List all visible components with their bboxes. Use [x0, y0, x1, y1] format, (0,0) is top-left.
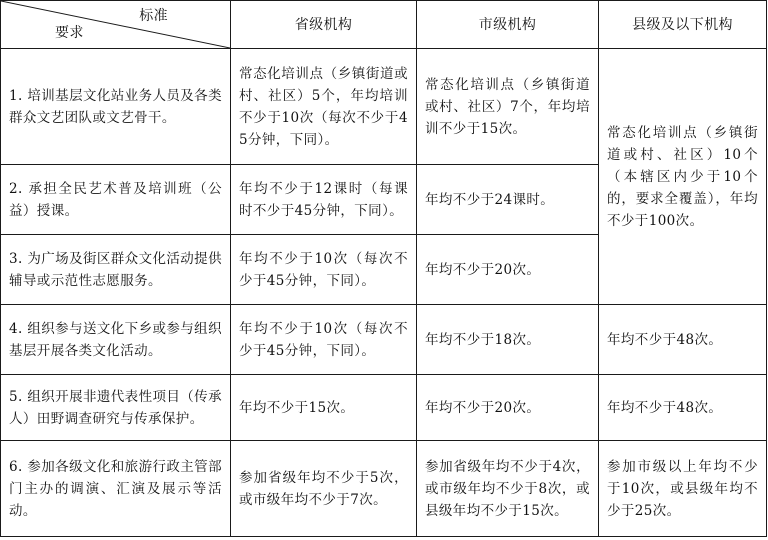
county-cell: 参加市级以上年均不少于10次，或县级年均不少于25次。 [599, 441, 767, 537]
province-column-header: 省级机构 [231, 1, 417, 49]
county-column-header: 县级及以下机构 [599, 1, 767, 49]
province-cell: 常态化培训点（乡镇街道或村、社区）5个，年均培训不少于10次（每次不少于45分钟，下同）。 [231, 49, 417, 165]
requirement-cell: 6. 参加各级文化和旅游行政主管部门主办的调演、汇演及展示等活动。 [1, 441, 231, 537]
county-cell: 年均不少于48次。 [599, 305, 767, 375]
province-cell: 年均不少于15次。 [231, 375, 417, 441]
province-cell: 年均不少于12课时（每课时不少于45分钟，下同）。 [231, 165, 417, 235]
county-merged-cell: 常态化培训点（乡镇街道或村、社区）10个（本辖区内少于10个的，要求全覆盖），年均不少于100次。 [599, 49, 767, 305]
city-cell: 年均不少于18次。 [417, 305, 599, 375]
table-row [1, 49, 767, 165]
diagonal-header-cell [1, 1, 231, 49]
city-column-header: 市级机构 [417, 1, 599, 49]
table-row [1, 441, 767, 537]
requirement-cell: 4. 组织参与送文化下乡或参与组织基层开展各类文化活动。 [1, 305, 231, 375]
table-row [1, 305, 767, 375]
requirement-cell: 2. 承担全民艺术普及培训班（公益）授课。 [1, 165, 231, 235]
requirement-cell: 3. 为广场及街区群众文化活动提供辅导或示范性志愿服务。 [1, 235, 231, 305]
province-cell: 参加省级年均不少于5次，或市级年均不少于7次。 [231, 441, 417, 537]
city-cell: 年均不少于20次。 [417, 235, 599, 305]
city-cell: 年均不少于20次。 [417, 375, 599, 441]
requirement-cell: 1. 培训基层文化站业务人员及各类群众文艺团队或文艺骨干。 [1, 49, 231, 165]
province-cell: 年均不少于10次（每次不少于45分钟，下同）。 [231, 235, 417, 305]
county-cell: 年均不少于48次。 [599, 375, 767, 441]
city-cell: 年均不少于24课时。 [417, 165, 599, 235]
standard-label: 标准 [139, 8, 168, 24]
diagonal-line [1, 1, 230, 48]
city-cell: 参加省级年均不少于4次，或市级年均不少于8次，或县级年均不少于15次。 [417, 441, 599, 537]
city-cell: 常态化培训点（乡镇街道或村、社区）7个，年均培训不少于15次。 [417, 49, 599, 165]
requirement-cell: 5. 组织开展非遗代表性项目（传承人）田野调查研究与传承保护。 [1, 375, 231, 441]
table-row [1, 375, 767, 441]
requirement-label: 要求 [55, 25, 84, 41]
province-cell: 年均不少于10次（每次不少于45分钟，下同）。 [231, 305, 417, 375]
table-header-row [1, 1, 767, 49]
